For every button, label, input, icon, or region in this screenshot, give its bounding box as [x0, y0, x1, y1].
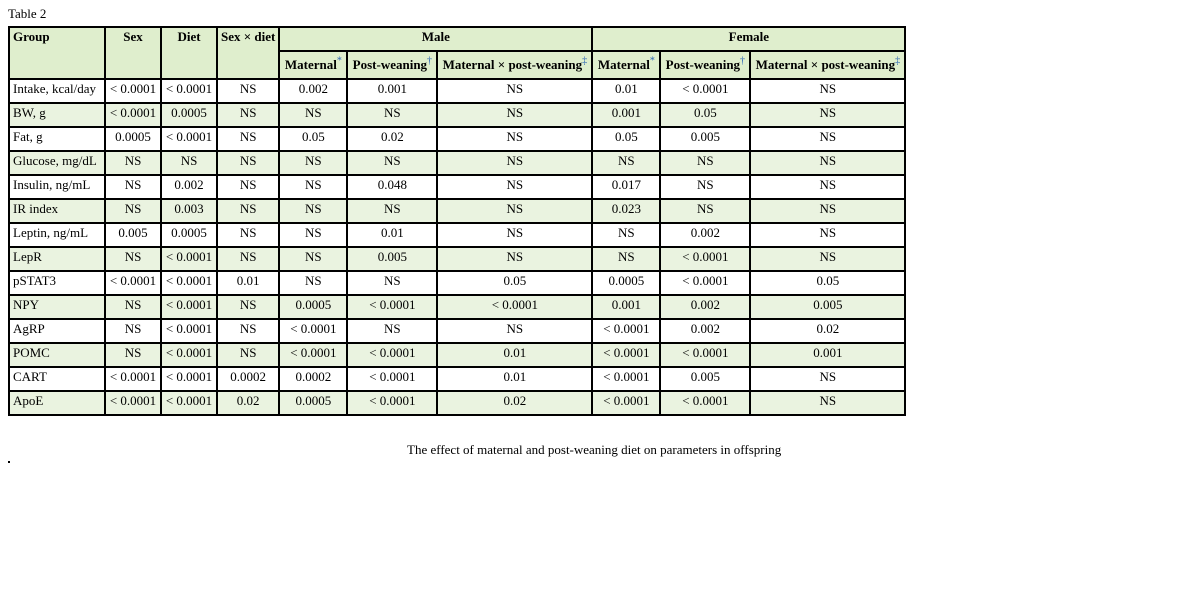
table-cell: < 0.0001 [279, 343, 347, 367]
table-cell: 0.02 [437, 391, 592, 415]
table-cell: NS [750, 103, 905, 127]
table-cell: < 0.0001 [660, 271, 750, 295]
table-cell: NS [592, 151, 660, 175]
stray-dot [8, 461, 10, 463]
table-cell: 0.048 [347, 175, 437, 199]
table-cell: NS [437, 199, 592, 223]
table-cell: < 0.0001 [347, 367, 437, 391]
table-cell: NS [217, 199, 279, 223]
table-cell: < 0.0001 [161, 79, 217, 103]
table-cell: NS [217, 79, 279, 103]
table-row [9, 271, 905, 295]
table-cell: < 0.0001 [347, 295, 437, 319]
row-label: CART [9, 367, 105, 391]
header-female-maternal [592, 51, 660, 79]
header-label: Post-weaning [352, 57, 428, 72]
table-cell: < 0.0001 [347, 343, 437, 367]
row-label: Fat, g [9, 127, 105, 151]
table-row [9, 247, 905, 271]
table-cell: 0.001 [347, 79, 437, 103]
table-cell: NS [279, 151, 347, 175]
table-cell: NS [217, 319, 279, 343]
table-cell: NS [660, 199, 750, 223]
table-cell: 0.002 [161, 175, 217, 199]
table-cell: NS [279, 223, 347, 247]
table-cell: NS [347, 319, 437, 343]
row-label: Glucose, mg/dL [9, 151, 105, 175]
table-cell: NS [217, 103, 279, 127]
table-cell: < 0.0001 [592, 367, 660, 391]
table-cell: 0.02 [217, 391, 279, 415]
row-label: IR index [9, 199, 105, 223]
table-cell: 0.01 [437, 343, 592, 367]
table-cell: NS [437, 247, 592, 271]
table-row [9, 223, 905, 247]
header-diet: Diet [161, 27, 217, 79]
table-cell: NS [750, 367, 905, 391]
table-cell: < 0.0001 [105, 367, 161, 391]
row-label: AgRP [9, 319, 105, 343]
header-label: Maternal [284, 57, 337, 72]
table-row [9, 199, 905, 223]
table-cell: NS [592, 247, 660, 271]
table-cell: NS [437, 223, 592, 247]
table-cell: NS [217, 127, 279, 151]
table-cell: < 0.0001 [660, 79, 750, 103]
row-label: pSTAT3 [9, 271, 105, 295]
table-cell: < 0.0001 [161, 319, 217, 343]
table-cell: NS [437, 103, 592, 127]
table-cell: 0.005 [660, 127, 750, 151]
table-cell: NS [217, 151, 279, 175]
header-row-top [9, 27, 905, 51]
table-cell: 0.0005 [279, 391, 347, 415]
table-cell: 0.01 [217, 271, 279, 295]
table-cell: NS [592, 223, 660, 247]
table-cell: NS [217, 343, 279, 367]
table-cell: NS [660, 151, 750, 175]
table-row [9, 391, 905, 415]
table-cell: 0.0005 [592, 271, 660, 295]
table-cell: < 0.0001 [105, 391, 161, 415]
table-cell: NS [279, 247, 347, 271]
table-row [9, 343, 905, 367]
table-cell: < 0.0001 [105, 271, 161, 295]
table-cell: < 0.0001 [161, 391, 217, 415]
table-cell: < 0.0001 [105, 103, 161, 127]
table-cell: NS [217, 175, 279, 199]
table-cell: NS [437, 127, 592, 151]
header-label: Maternal [597, 57, 650, 72]
table-cell: NS [105, 175, 161, 199]
table-cell: NS [161, 151, 217, 175]
table-cell: NS [105, 151, 161, 175]
table-cell: NS [750, 391, 905, 415]
table-cell: 0.023 [592, 199, 660, 223]
table-row [9, 103, 905, 127]
table-cell: NS [279, 199, 347, 223]
row-label: BW, g [9, 103, 105, 127]
footnote-marker[interactable]: † [427, 55, 433, 67]
footnote-marker[interactable]: † [740, 55, 746, 67]
header-group: Group [9, 27, 105, 79]
table-cell: 0.0002 [217, 367, 279, 391]
table-cell: NS [217, 223, 279, 247]
table-cell: < 0.0001 [161, 127, 217, 151]
footnote-marker[interactable]: ‡ [582, 55, 588, 67]
row-label: POMC [9, 343, 105, 367]
table-cell: 0.01 [592, 79, 660, 103]
table-cell: 0.0005 [105, 127, 161, 151]
table-cell: < 0.0001 [660, 391, 750, 415]
table-cell: 0.005 [105, 223, 161, 247]
table-cell: 0.001 [750, 343, 905, 367]
table-row [9, 151, 905, 175]
table-cell: NS [105, 247, 161, 271]
table-cell: 0.005 [347, 247, 437, 271]
table-cell: NS [347, 151, 437, 175]
row-label: ApoE [9, 391, 105, 415]
table-cell: < 0.0001 [105, 79, 161, 103]
table-cell: NS [660, 175, 750, 199]
table-cell: 0.002 [660, 295, 750, 319]
table-cell: 0.017 [592, 175, 660, 199]
header-label: Post-weaning [665, 57, 741, 72]
table-cell: < 0.0001 [161, 367, 217, 391]
header-female-interaction [750, 51, 905, 79]
table-cell: NS [105, 295, 161, 319]
header-male-post-weaning [347, 51, 437, 79]
table-cell: NS [750, 247, 905, 271]
table-cell: 0.001 [592, 103, 660, 127]
header-male: Male [279, 27, 592, 51]
table-cell: 0.002 [660, 223, 750, 247]
table-cell: < 0.0001 [161, 247, 217, 271]
table-cell: < 0.0001 [660, 343, 750, 367]
table-cell: NS [437, 175, 592, 199]
table-cell: 0.002 [660, 319, 750, 343]
footnote-marker[interactable]: * [336, 55, 342, 67]
table-cell: NS [437, 151, 592, 175]
table-cell: < 0.0001 [437, 295, 592, 319]
table-cell: 0.0005 [279, 295, 347, 319]
table-cell: 0.005 [750, 295, 905, 319]
table-cell: NS [105, 199, 161, 223]
table-cell: 0.001 [592, 295, 660, 319]
table-cell: < 0.0001 [161, 295, 217, 319]
table-cell: NS [750, 175, 905, 199]
row-label: Insulin, ng/mL [9, 175, 105, 199]
table-cell: < 0.0001 [592, 319, 660, 343]
table-cell: 0.002 [279, 79, 347, 103]
table-cell: 0.0002 [279, 367, 347, 391]
header-female-post-weaning [660, 51, 750, 79]
table-cell: < 0.0001 [347, 391, 437, 415]
row-label: Intake, kcal/day [9, 79, 105, 103]
table-cell: 0.0005 [161, 223, 217, 247]
header-male-interaction [437, 51, 592, 79]
table-cell: NS [750, 199, 905, 223]
table-cell: NS [105, 319, 161, 343]
table-cell: NS [437, 79, 592, 103]
table-cell: 0.02 [750, 319, 905, 343]
table-row [9, 319, 905, 343]
table-row [9, 295, 905, 319]
table-cell: < 0.0001 [660, 247, 750, 271]
table-body [9, 79, 905, 415]
data-table [8, 26, 906, 416]
table-cell: NS [279, 175, 347, 199]
table-cell: < 0.0001 [161, 343, 217, 367]
table-cell: NS [105, 343, 161, 367]
table-cell: NS [750, 223, 905, 247]
header-sex-x-diet: Sex × diet [217, 27, 279, 79]
table-cell: 0.05 [279, 127, 347, 151]
table-cell: 0.0005 [161, 103, 217, 127]
row-label: LepR [9, 247, 105, 271]
table-cell: 0.02 [347, 127, 437, 151]
table-row [9, 79, 905, 103]
table-cell: 0.05 [750, 271, 905, 295]
table-cell: 0.05 [592, 127, 660, 151]
footnote-marker[interactable]: ‡ [895, 55, 901, 67]
table-cell: < 0.0001 [592, 343, 660, 367]
table-cell: < 0.0001 [161, 271, 217, 295]
table-cell: NS [347, 199, 437, 223]
table-caption: The effect of maternal and post-weaning diet on parameters in offspring [407, 442, 782, 457]
footnote-marker[interactable]: * [649, 55, 655, 67]
table-cell: 0.01 [437, 367, 592, 391]
table-cell: NS [347, 271, 437, 295]
table-cell: NS [279, 271, 347, 295]
table-cell: 0.003 [161, 199, 217, 223]
header-male-maternal [279, 51, 347, 79]
table-cell: NS [279, 103, 347, 127]
table-row [9, 367, 905, 391]
table-cell: NS [750, 79, 905, 103]
header-sex: Sex [105, 27, 161, 79]
table-cell: NS [750, 151, 905, 175]
table-cell: < 0.0001 [279, 319, 347, 343]
table-cell: 0.01 [347, 223, 437, 247]
table-cell: 0.05 [437, 271, 592, 295]
table-cell: NS [347, 103, 437, 127]
header-female: Female [592, 27, 905, 51]
table-row [9, 127, 905, 151]
table-cell: 0.05 [660, 103, 750, 127]
row-label: Leptin, ng/mL [9, 223, 105, 247]
table-cell: NS [217, 247, 279, 271]
table-cell: NS [437, 319, 592, 343]
table-cell: NS [217, 295, 279, 319]
table-cell: 0.005 [660, 367, 750, 391]
header-label: Maternal × post-weaning [755, 57, 896, 72]
row-label: NPY [9, 295, 105, 319]
header-label: Maternal × post-weaning [442, 57, 583, 72]
table-row [9, 175, 905, 199]
table-cell: NS [750, 127, 905, 151]
table-cell: < 0.0001 [592, 391, 660, 415]
table-label: Table 2 [8, 6, 47, 21]
